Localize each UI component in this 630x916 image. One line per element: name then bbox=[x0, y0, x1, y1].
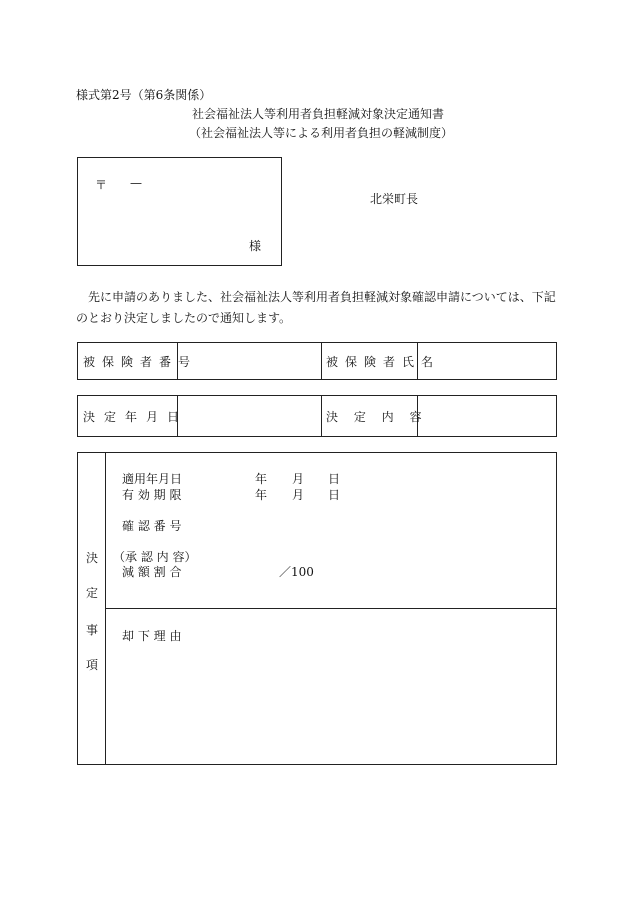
decision-items-box bbox=[77, 452, 557, 765]
honorific: 様 bbox=[249, 239, 262, 253]
approval-content-label: （承 認 内 容） bbox=[113, 550, 197, 564]
valid-month-label: 月 bbox=[292, 488, 305, 502]
applied-day-label: 日 bbox=[328, 472, 341, 486]
confirmation-number-label: 確 認 番 号 bbox=[122, 519, 182, 533]
postal-dash: — bbox=[130, 176, 142, 190]
document-title: 社会福祉法人等利用者負担軽減対象決定通知書 bbox=[192, 107, 445, 121]
applied-date-label: 適用年月日 bbox=[122, 472, 183, 486]
side-label-char: 項 bbox=[86, 658, 99, 672]
document-subtitle: （社会福祉法人等による利用者負担の軽減制度） bbox=[189, 126, 454, 140]
issuer-name: 北栄町長 bbox=[370, 192, 419, 206]
postal-mark: 〒 bbox=[95, 178, 108, 192]
intro-paragraph: 先に申請のありました、社会福祉法人等利用者負担軽減対象確認申請については、下記のとおり決定しましたので通知します。 bbox=[76, 290, 556, 325]
valid-period-label: 有 効 期 限 bbox=[122, 488, 182, 502]
insured-table bbox=[77, 342, 557, 380]
form-number: 様式第2号（第6条関係） bbox=[76, 88, 212, 102]
insured-name-label: 被保険者氏名 bbox=[326, 355, 441, 369]
decision-content-label: 決 定 内 容 bbox=[326, 410, 428, 424]
reduction-rate-suffix: ／100 bbox=[279, 565, 314, 579]
rejection-reason-label: 却 下 理 由 bbox=[122, 629, 182, 643]
reduction-rate-label: 減 額 割 合 bbox=[122, 565, 182, 579]
table-divider bbox=[321, 343, 322, 379]
valid-day-label: 日 bbox=[328, 488, 341, 502]
applied-year-label: 年 bbox=[255, 472, 268, 486]
address-box bbox=[77, 157, 282, 266]
applied-month-label: 月 bbox=[292, 472, 305, 486]
decision-date-label: 決定年月日 bbox=[83, 410, 189, 424]
side-label-char: 決 bbox=[86, 551, 99, 565]
insured-number-label: 被保険者番号 bbox=[83, 355, 198, 369]
side-label-char: 事 bbox=[86, 623, 99, 637]
table-divider bbox=[321, 396, 322, 436]
decision-table bbox=[77, 395, 557, 437]
section-divider bbox=[105, 608, 556, 609]
valid-year-label: 年 bbox=[255, 488, 268, 502]
side-label-char: 定 bbox=[86, 586, 99, 600]
